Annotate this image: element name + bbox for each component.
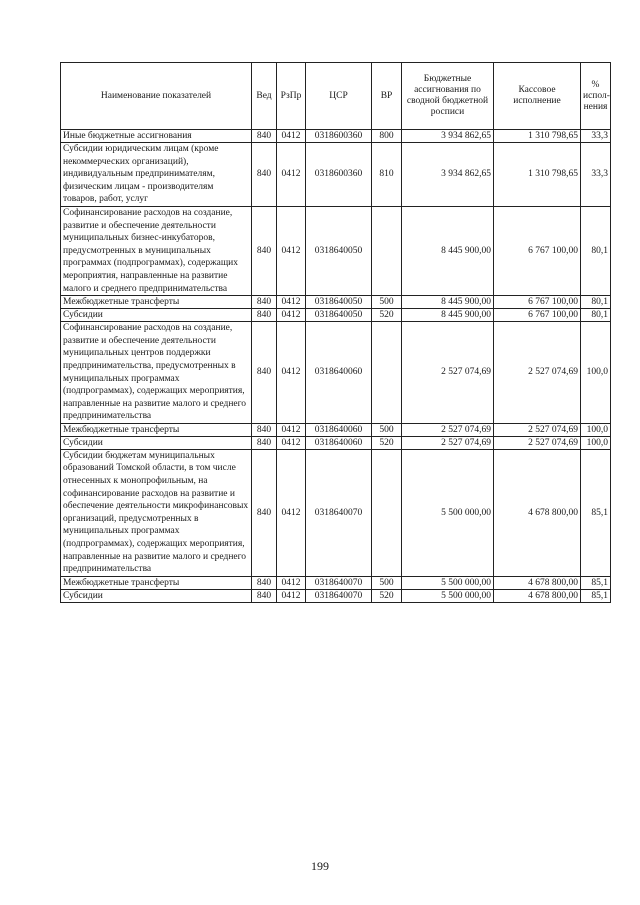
cell-csr: 0318640050 (306, 296, 372, 309)
cell-rzpr: 0412 (277, 423, 306, 436)
header-ved: Вед (252, 63, 277, 130)
cell-percent-execution: 85,1 (581, 449, 611, 576)
cell-rzpr: 0412 (277, 322, 306, 424)
cell-csr: 0318600360 (306, 130, 372, 143)
cell-rzpr: 0412 (277, 206, 306, 295)
cell-percent-execution: 100,0 (581, 436, 611, 449)
header-rzpr: РзПр (277, 63, 306, 130)
cell-percent-execution: 80,1 (581, 296, 611, 309)
cell-ved: 840 (252, 309, 277, 322)
cell-ved: 840 (252, 576, 277, 589)
cell-rzpr: 0412 (277, 296, 306, 309)
cell-ved: 840 (252, 449, 277, 576)
table-row (61, 576, 611, 589)
cell-cash-execution: 4 678 800,00 (494, 449, 581, 576)
cell-vr: 520 (372, 309, 402, 322)
cell-assignments: 2 527 074,69 (402, 423, 494, 436)
cell-assignments: 2 527 074,69 (402, 322, 494, 424)
header-percent-execution: % испол-нения (581, 63, 611, 130)
cell-cash-execution: 6 767 100,00 (494, 296, 581, 309)
cell-name: Субсидии (61, 589, 252, 602)
cell-csr: 0318640060 (306, 436, 372, 449)
cell-assignments: 3 934 862,65 (402, 143, 494, 207)
table-row (61, 309, 611, 322)
cell-vr: 500 (372, 423, 402, 436)
cell-vr: 520 (372, 589, 402, 602)
cell-ved: 840 (252, 143, 277, 207)
cell-name: Софинансирование расходов на создание, развитие и обеспечение деятельности муниципальных бизнес-инкубаторов, предусмотренных в муниципальных программах (подпрограммах), содержащих мероприятия, направленные на развитие малого и среднего предпринимательства (61, 206, 252, 295)
cell-assignments: 8 445 900,00 (402, 296, 494, 309)
cell-name: Субсидии юридическим лицам (кроме некоммерческих организаций), индивидуальным предпринимателям, физическим лицам - производителям товаров, работ, услуг (61, 143, 252, 207)
cell-cash-execution: 6 767 100,00 (494, 309, 581, 322)
cell-percent-execution: 100,0 (581, 423, 611, 436)
cell-assignments: 2 527 074,69 (402, 436, 494, 449)
header-csr: ЦСР (306, 63, 372, 130)
cell-assignments: 5 500 000,00 (402, 576, 494, 589)
cell-percent-execution: 33,3 (581, 143, 611, 207)
table-header-row (61, 63, 611, 130)
table-row (61, 296, 611, 309)
cell-percent-execution: 85,1 (581, 589, 611, 602)
cell-name: Межбюджетные трансферты (61, 576, 252, 589)
cell-vr: 500 (372, 296, 402, 309)
cell-vr (372, 322, 402, 424)
cell-assignments: 8 445 900,00 (402, 206, 494, 295)
cell-assignments: 5 500 000,00 (402, 589, 494, 602)
cell-rzpr: 0412 (277, 589, 306, 602)
cell-vr: 500 (372, 576, 402, 589)
page-number: 199 (311, 859, 329, 873)
cell-cash-execution: 4 678 800,00 (494, 589, 581, 602)
cell-name: Субсидии бюджетам муниципальных образований Томской области, в том числе отнесенных к монопрофильным, на софинансирование расходов на развитие и обеспечение деятельности микрофинансовых организаций, предусмотренных в муниципальных программах (подпрограммах), содержащих мероприятия, направленные на развитие малого и среднего предпринимательства (61, 449, 252, 576)
cell-ved: 840 (252, 322, 277, 424)
header-vr: ВР (372, 63, 402, 130)
cell-cash-execution: 2 527 074,69 (494, 322, 581, 424)
cell-csr: 0318640060 (306, 423, 372, 436)
header-cash-execution: Кассовое исполнение (494, 63, 581, 130)
cell-name: Межбюджетные трансферты (61, 296, 252, 309)
cell-percent-execution: 85,1 (581, 576, 611, 589)
cell-assignments: 8 445 900,00 (402, 309, 494, 322)
cell-vr: 800 (372, 130, 402, 143)
cell-rzpr: 0412 (277, 130, 306, 143)
cell-rzpr: 0412 (277, 436, 306, 449)
header-assignments: Бюджетные ассигнования по сводной бюджетной росписи (402, 63, 494, 130)
cell-cash-execution: 4 678 800,00 (494, 576, 581, 589)
cell-ved: 840 (252, 130, 277, 143)
cell-rzpr: 0412 (277, 449, 306, 576)
cell-rzpr: 0412 (277, 576, 306, 589)
cell-csr: 0318640050 (306, 206, 372, 295)
cell-vr (372, 449, 402, 576)
cell-ved: 840 (252, 296, 277, 309)
cell-cash-execution: 1 310 798,65 (494, 143, 581, 207)
cell-percent-execution: 33,3 (581, 130, 611, 143)
cell-name: Субсидии (61, 309, 252, 322)
cell-percent-execution: 80,1 (581, 206, 611, 295)
budget-table (60, 62, 611, 603)
cell-csr: 0318640070 (306, 449, 372, 576)
cell-vr (372, 206, 402, 295)
table-row (61, 449, 611, 576)
cell-assignments: 3 934 862,65 (402, 130, 494, 143)
cell-cash-execution: 1 310 798,65 (494, 130, 581, 143)
cell-assignments: 5 500 000,00 (402, 449, 494, 576)
cell-name: Софинансирование расходов на создание, развитие и обеспечение деятельности муниципальных центров поддержки предпринимательства, предусмотренных в муниципальных программах (подпрограммах), содержащих мероприятия, направленные на развитие малого и среднего предпринимательства (61, 322, 252, 424)
cell-cash-execution: 2 527 074,69 (494, 436, 581, 449)
cell-percent-execution: 80,1 (581, 309, 611, 322)
cell-ved: 840 (252, 436, 277, 449)
header-name: Наименование показателей (61, 63, 252, 130)
table-row (61, 322, 611, 424)
cell-name: Субсидии (61, 436, 252, 449)
table-row (61, 423, 611, 436)
cell-percent-execution: 100,0 (581, 322, 611, 424)
cell-rzpr: 0412 (277, 143, 306, 207)
table-row (61, 143, 611, 207)
cell-cash-execution: 6 767 100,00 (494, 206, 581, 295)
cell-vr: 520 (372, 436, 402, 449)
cell-ved: 840 (252, 206, 277, 295)
table-row (61, 130, 611, 143)
cell-csr: 0318640070 (306, 576, 372, 589)
cell-rzpr: 0412 (277, 309, 306, 322)
cell-csr: 0318640060 (306, 322, 372, 424)
cell-vr: 810 (372, 143, 402, 207)
cell-ved: 840 (252, 423, 277, 436)
cell-csr: 0318640070 (306, 589, 372, 602)
table-row (61, 436, 611, 449)
cell-ved: 840 (252, 589, 277, 602)
table-row (61, 589, 611, 602)
cell-name: Межбюджетные трансферты (61, 423, 252, 436)
table-body (61, 130, 611, 603)
cell-csr: 0318640050 (306, 309, 372, 322)
cell-cash-execution: 2 527 074,69 (494, 423, 581, 436)
cell-name: Иные бюджетные ассигнования (61, 130, 252, 143)
table-row (61, 206, 611, 295)
cell-csr: 0318600360 (306, 143, 372, 207)
